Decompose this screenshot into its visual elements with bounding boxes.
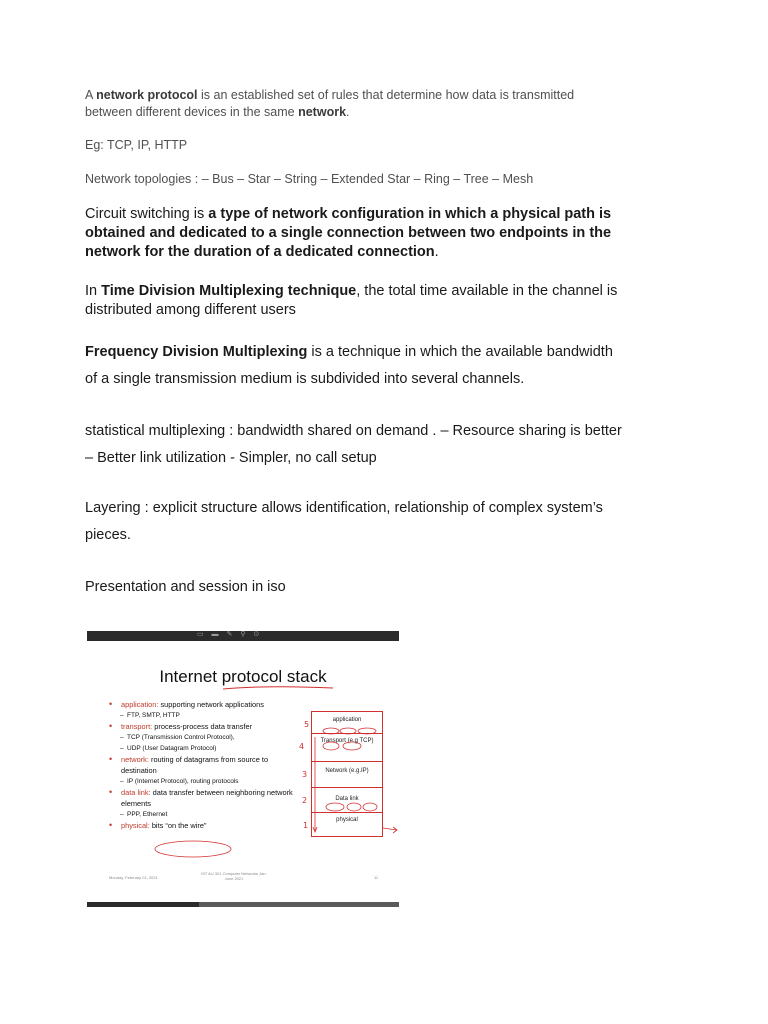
layer-network: Network (e.g.IP) xyxy=(312,762,382,788)
slide-image xyxy=(87,631,399,907)
bullet-transport: • transport: process-process data transfer xyxy=(109,721,253,731)
layer-transport: Transport (e.g TCP) xyxy=(312,734,382,762)
handwritten-annotations xyxy=(87,631,399,907)
slide-bottom-bar xyxy=(87,902,399,907)
paragraph-network-protocol: A network protocol is an established set of rules that determine how data is transmitted between different devices in the same network. xyxy=(85,88,575,119)
handwritten-number: 3 xyxy=(302,770,308,779)
slide-title: Internet protocol stack xyxy=(159,667,327,686)
sub-bullet: – UDP (User Datagram Protocol) xyxy=(120,745,217,752)
handwritten-number: 5 xyxy=(304,720,310,729)
layer-data-link: Data link xyxy=(312,788,382,813)
paragraph-presentation-session: Presentation and session in iso xyxy=(85,579,286,595)
handwritten-number: 4 xyxy=(299,742,305,751)
slide-footer-date: Monday, February 01, 2021 xyxy=(109,875,158,880)
paragraph-circuit-switching: Circuit switching is a type of network configuration in which a physical path is obtained and dedicated to a single connection between two endpoints in the network for the duration of a dedicated connection. xyxy=(85,206,612,260)
paragraph-network-topologies: Network topologies : – Bus – Star – String – Extended Star – Ring – Tree – Mesh xyxy=(85,172,534,186)
handwritten-number: 2 xyxy=(302,796,308,805)
toolbar-icons: ▭ ▬ ✎ ⚲ ⊙ xyxy=(197,631,263,638)
paragraph-frequency-division-multiplexing: Frequency Division Multiplexing is a technique in which the available bandwidth of a single transmission medium is subdivided into several channels. xyxy=(85,344,613,387)
slide-footer-page-number: 11 xyxy=(374,875,379,880)
bullet-application: • application: supporting network applications xyxy=(109,699,264,709)
bullet-physical: • physical: bits “on the wire” xyxy=(109,820,207,830)
paragraph-statistical-multiplexing: statistical multiplexing : bandwidth shared on demand . – Resource sharing is better – Better link utilization - Simpler, no call setup xyxy=(85,423,622,466)
paragraph-time-division-multiplexing: In Time Division Multiplexing technique, the total time available in the channel is distributed among different users xyxy=(85,283,618,318)
paragraph-example-protocols: Eg: TCP, IP, HTTP xyxy=(85,138,188,152)
paragraph-layering: Layering : explicit structure allows identification, relationship of complex system’s pieces. xyxy=(85,500,603,543)
layer-application: application xyxy=(312,712,382,734)
slide-bottom-bar-segment xyxy=(199,902,399,907)
handwritten-number: 1 xyxy=(303,821,309,830)
sub-bullet: – PPP, Ethernet xyxy=(120,811,168,818)
bullet-network: • network: routing of datagrams from source to destination xyxy=(109,754,269,775)
sub-bullet: – FTP, SMTP, HTTP xyxy=(120,712,180,719)
bullet-data-link: • data link: data transfer between neighboring network elements xyxy=(109,787,293,808)
sub-bullet: – IP (Internet Protocol), routing protocols xyxy=(120,778,239,785)
layer-physical: physical xyxy=(336,817,358,823)
slide-footer-course: IST AU 321 Computer Networks Jan-June 2021 xyxy=(201,871,267,881)
sub-bullet: – TCP (Transmission Control Protocol), xyxy=(120,734,235,741)
